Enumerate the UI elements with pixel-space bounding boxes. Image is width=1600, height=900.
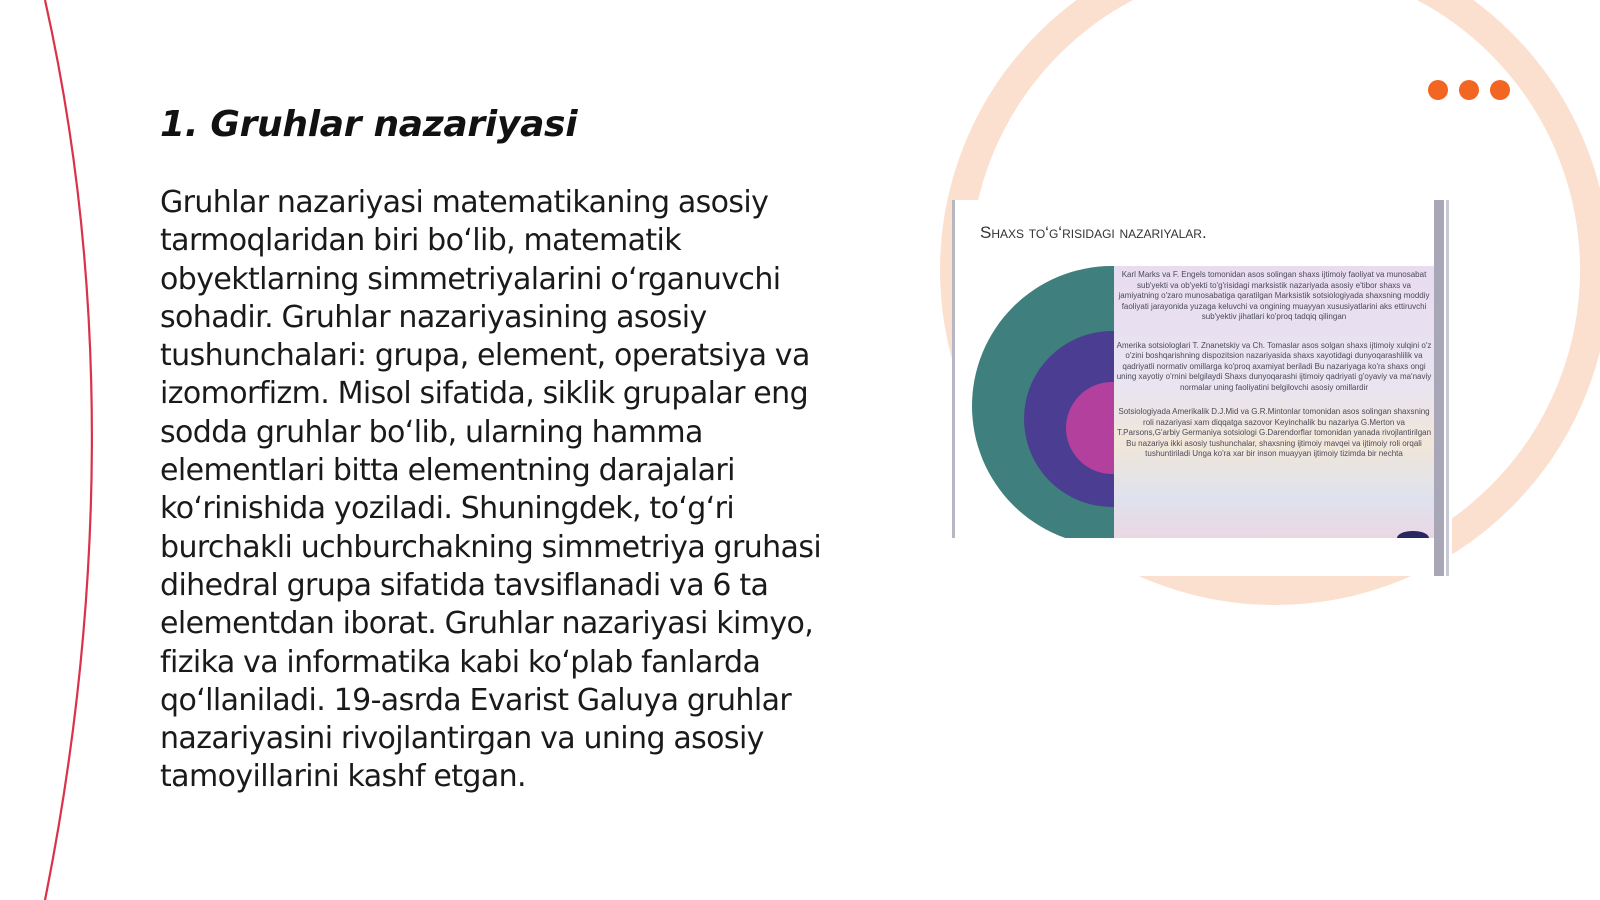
image-heading: Shaxs to‘g‘risidagi nazariyalar. (980, 223, 1207, 242)
dot-icon (1459, 80, 1479, 100)
dot-icon (1490, 80, 1510, 100)
image-frame-left (952, 200, 955, 576)
dot-icon (1428, 80, 1448, 100)
image-frame-right (1434, 200, 1444, 576)
panel-paragraph: Amerika sotsiologlari T. Znanetskiy va Ch. Tomaslar asos solgan shaxs ijtimoiy xulqini o'z o'zini boshqarishning dispozitsion nazariyasida shaxs xayotidagi dunyoqarashlilik va qadriyatli normativ omillarga ko'proq axamiyat beriladi Bu nazariyaga ko'ra shaxs ongi uning xayotiy o'rnini belgilaydi Shaxs dunyoqarashi ijtimoiy qadriyati g'oyaviy va ma'naviy normalar uning faoliyatini belgilovchi asosiy omillardir (1116, 340, 1432, 392)
embedded-slide-image (952, 200, 1452, 576)
panel-paragraph: Sotsiologiyada Amerikalik D.J.Mid va G.R.Mintonlar tomonidan asos solingan shaxsning roli nazariyasi xam diqqatga sazovor Keyinchalik bu nazariya G.Merton va T.Parsons,G'arbiy Germaniya sotsiologi G.Darendorflar tomonidan yanada rivojlantirilgan Bu nazariya ikki asosiy tushunchalar, shaxsning ijtimoiy mavqei va ijtimoiy roli orqali tushuntiriladi Unga ko'ra xar bir inson muayyan ijtimoiy tizimda bir nechta (1116, 407, 1432, 458)
slide-body-text: Gruhlar nazariyasi matematikaning asosiy tarmoqlaridan biri bo‘lib, matematik obyektlarning simmetriyalarini o‘rganuvchi sohadir. Gruhlar nazariyasining asosiy tushunchalari: grupa, element, operatsiya va izomorfizm. Misol sifatida, siklik grupalar eng sodda gruhlar bo‘lib, ularning hamma elementlari bitta elementning darajalari ko‘rinishida yoziladi. Shuningdek, to‘g‘ri burchakli uchburchakning simmetriya gruhasi dihedral grupa sifatida tavsiflanadi va 6 ta elementdan iborat. Gruhlar nazariyasi kimyo, fizika va informatika kabi ko‘plab fanlarda qo‘llaniladi. 19-asrda Evarist Galuya gruhlar nazariyasini rivojlantirgan va uning asosiy tamoyillarini kashf etgan. (160, 185, 822, 795)
more-options-dots (1428, 80, 1510, 100)
panel-paragraph: Karl Marks va F. Engels tomonidan asos solingan shaxs ijtimoiy faoliyat va munosabat sub'yekti va ob'yekti to'g'risidagi marksistik nazariyada asosiy e'tibor shaxs va jamiyatning o'zaro munosabatiga qaratilgan Marksistik sotsiologiyada shaxsning moddiy faoliyati jarayonida yuzaga keluvchi va ongining muayyan xususiyatlarini aks ettiruvchi sub'yektiv jihatlari ko'proq tadqiq qilingan (1118, 270, 1430, 321)
slide-title: 1. Gruhlar nazariyasi (160, 104, 578, 145)
left-curve-line (45, 0, 92, 900)
image-frame-right-edge (1446, 200, 1449, 576)
